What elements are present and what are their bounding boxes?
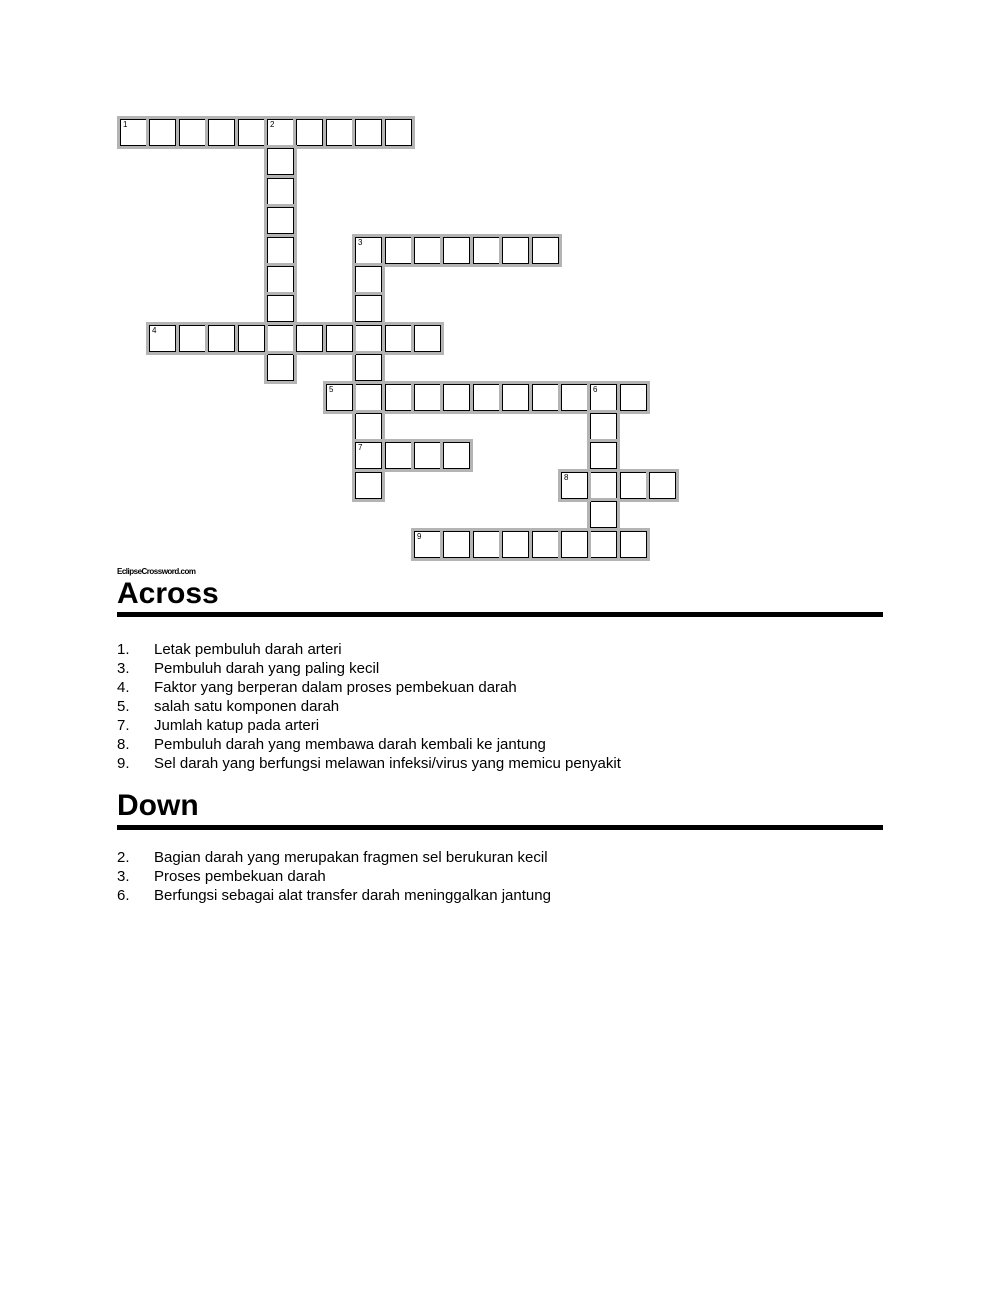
crossword-cell[interactable] [120,119,147,146]
crossword-cell[interactable] [590,413,617,440]
crossword-cell[interactable] [620,384,647,411]
crossword-cell[interactable] [385,325,412,352]
crossword-cell[interactable] [355,442,382,469]
across-heading: Across [117,577,219,610]
crossword-cell[interactable] [443,531,470,558]
crossword-cell[interactable] [267,178,294,205]
crossword-cell[interactable] [267,295,294,322]
crossword-cell[interactable] [355,354,382,381]
crossword-cell[interactable] [443,442,470,469]
cell-number: 6 [593,385,598,394]
crossword-cell[interactable] [355,295,382,322]
crossword-cell[interactable] [385,237,412,264]
crossword-cell[interactable] [620,472,647,499]
crossword-cell[interactable] [414,325,441,352]
crossword-cell[interactable] [532,384,559,411]
crossword-cell[interactable] [473,531,500,558]
crossword-cell[interactable] [385,384,412,411]
crossword-cell[interactable] [502,384,529,411]
crossword-cell[interactable] [238,119,265,146]
cell-number: 1 [123,120,128,129]
credit-text: EclipseCrossword.com [117,567,196,576]
crossword-cell[interactable] [590,472,617,499]
down-heading: Down [117,789,199,822]
crossword-cell[interactable] [208,325,235,352]
crossword-cell[interactable] [355,237,382,264]
crossword-cell[interactable] [502,531,529,558]
crossword-cell[interactable] [590,442,617,469]
crossword-cell[interactable] [620,531,647,558]
crossword-cell[interactable] [414,384,441,411]
crossword-cell[interactable] [561,472,588,499]
crossword-cell[interactable] [414,442,441,469]
crossword-cell[interactable] [326,384,353,411]
crossword-cell[interactable] [385,442,412,469]
crossword-cell[interactable] [355,266,382,293]
crossword-cell[interactable] [296,119,323,146]
crossword-cell[interactable] [149,119,176,146]
crossword-cell[interactable] [355,384,382,411]
crossword-cell[interactable] [590,531,617,558]
crossword-cell[interactable] [208,119,235,146]
crossword-cell[interactable] [267,266,294,293]
cell-number: 2 [270,120,275,129]
crossword-cell[interactable] [590,501,617,528]
crossword-cell[interactable] [179,119,206,146]
crossword-cell[interactable] [267,148,294,175]
crossword-cell[interactable] [473,237,500,264]
crossword-cell[interactable] [561,384,588,411]
cell-number: 5 [329,385,334,394]
cell-number: 3 [358,238,363,247]
crossword-cell[interactable] [267,325,294,352]
crossword-cell[interactable] [590,384,617,411]
crossword-cell[interactable] [532,237,559,264]
across-divider [117,612,883,617]
cell-number: 9 [417,532,422,541]
crossword-cell[interactable] [238,325,265,352]
crossword-cell[interactable] [355,472,382,499]
crossword-cell[interactable] [326,325,353,352]
crossword-cell[interactable] [355,119,382,146]
crossword-cell[interactable] [502,237,529,264]
crossword-cell[interactable] [267,354,294,381]
cell-number: 8 [564,473,569,482]
crossword-cell[interactable] [473,384,500,411]
crossword-cell[interactable] [414,531,441,558]
crossword-cell[interactable] [179,325,206,352]
crossword-cell[interactable] [267,119,294,146]
crossword-cell[interactable] [267,207,294,234]
crossword-cell[interactable] [296,325,323,352]
crossword-cell[interactable] [385,119,412,146]
crossword-cell[interactable] [149,325,176,352]
crossword-cell[interactable] [355,413,382,440]
crossword-cell[interactable] [326,119,353,146]
crossword-cell[interactable] [443,384,470,411]
crossword-cell[interactable] [414,237,441,264]
crossword-cell[interactable] [649,472,676,499]
cell-number: 4 [152,326,157,335]
crossword-cell[interactable] [355,325,382,352]
down-divider [117,825,883,830]
crossword-cell[interactable] [443,237,470,264]
crossword-cell[interactable] [267,237,294,264]
crossword-cell[interactable] [561,531,588,558]
cell-number: 7 [358,443,363,452]
crossword-cell[interactable] [532,531,559,558]
crossword-grid [0,0,1000,600]
